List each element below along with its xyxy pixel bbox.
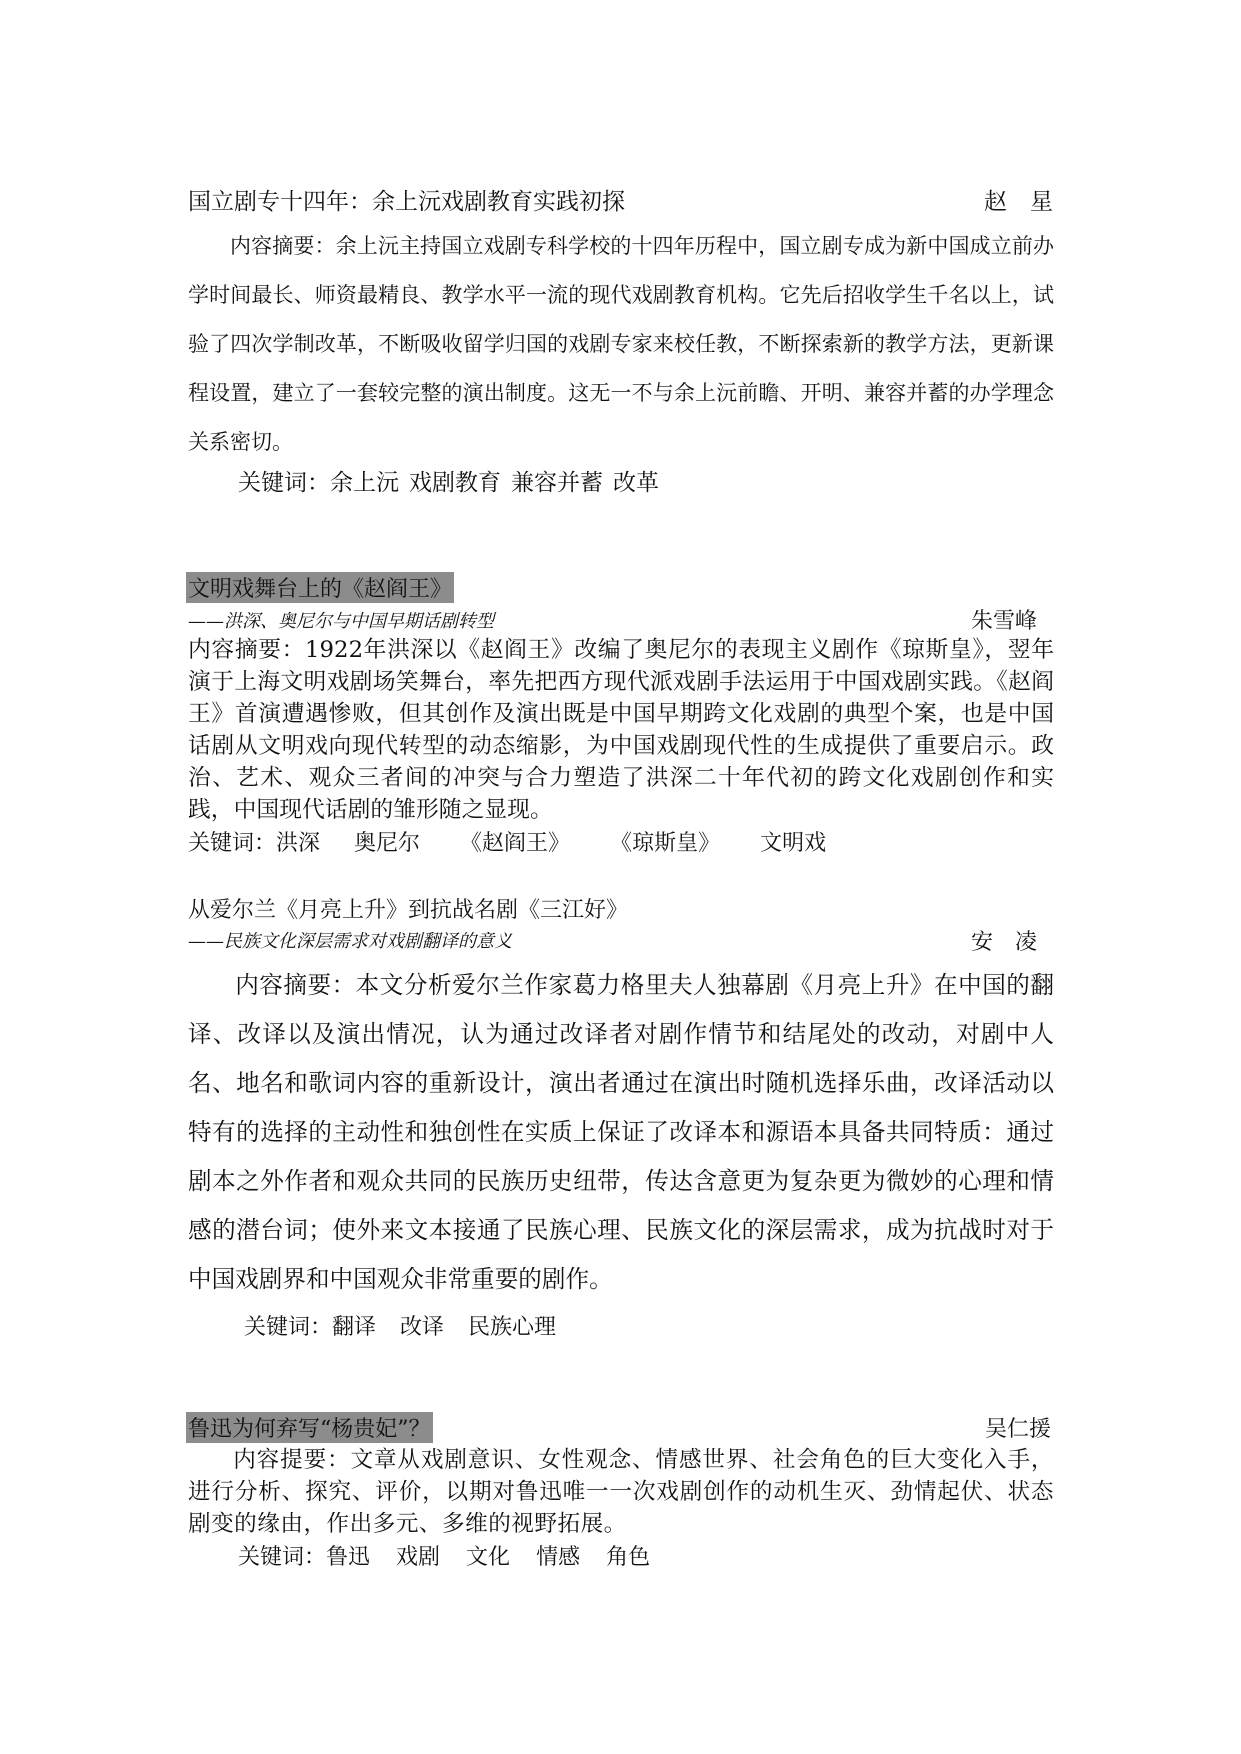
keywords-label: 关键词： [238,1545,327,1570]
keyword: 奥尼尔 [354,831,421,856]
keyword: 《琼斯皇》 [610,831,721,856]
article-2-author: 朱雪峰 [970,609,1037,634]
article-4-title: 鲁迅为何弃写“杨贵妃”？ [186,1412,433,1443]
keyword: 余上沅 [330,470,399,496]
keyword: 改革 [613,470,659,496]
keyword: 翻译 [332,1315,377,1340]
article-1-title: 国立剧专十四年：余上沅戏剧教育实践初探 [188,189,625,215]
article-3-author: 安 凌 [970,930,1037,955]
keyword: 角色 [606,1545,651,1570]
article-1-author: 赵 星 [984,189,1053,215]
article-3-subtitle: ——民族文化深层需求对戏剧翻译的意义 [188,931,512,952]
keyword: 鲁迅 [326,1545,371,1570]
article-1-keywords [238,464,659,497]
article-3-keywords [244,1310,556,1341]
keyword: 兼容并蓄 [511,470,603,496]
article-3-title: 从爱尔兰《月亮上升》到抗战名剧《三江好》 [188,898,629,923]
article-4-abstract: 内容提要：文章从戏剧意识、女性观念、情感世界、社会角色的巨大变化入手，进行分析、探究、评价，以期对鲁迅唯一一次戏剧创作的动机生灭、劲情起伏、状态剧变的缘由，作出多元、多维的视野拓展。 [188,1447,1054,1537]
article-4-author: 吴仁援 [984,1417,1051,1442]
keyword: 民族心理 [468,1315,557,1340]
article-2-keywords [188,826,826,857]
keyword: 文明戏 [760,831,827,856]
article-1-abstract: 内容摘要：余上沅主持国立戏剧专科学校的十四年历程中，国立剧专成为新中国成立前办学时间最长、师资最精良、教学水平一流的现代戏剧教育机构。它先后招收学生千名以上，试验了四次学制改革，不断吸收留学归国的戏剧专家来校任教，不断探索新的教学方法，更新课程设置，建立了一套较完整的演出制度。这无一不与余上沅前瞻、开明、兼容并蓄的办学理念关系密切。 [188,234,1054,454]
keyword: 改译 [400,1315,445,1340]
article-2-title: 文明戏舞台上的《赵阎王》 [186,572,454,603]
keyword: 《赵阎王》 [460,831,571,856]
keyword: 戏剧 [396,1545,441,1570]
article-2-abstract: 内容摘要：1922年洪深以《赵阎王》改编了奥尼尔的表现主义剧作《琼斯皇》，翌年演于上海文明戏剧场笑舞台，率先把西方现代派戏剧手法运用于中国戏剧实践。《赵阎王》首演遭遇惨败，但其创作及演出既是中国早期跨文化戏剧的典型个案，也是中国话剧从文明戏向现代转型的动态缩影，为中国戏剧现代性的生成提供了重要启示。政治、艺术、观众三者间的冲突与合力塑造了洪深二十年代初的跨文化戏剧创作和实践，中国现代话剧的雏形随之显现。 [188,637,1054,823]
keywords-label: 关键词： [238,470,330,496]
article-3-abstract: 内容摘要：本文分析爱尔兰作家葛力格里夫人独幕剧《月亮上升》在中国的翻译、改译以及演出情况，认为通过改译者对剧作情节和结尾处的改动，对剧中人名、地名和歌词内容的重新设计，演出者通过在演出时随机选择乐曲，改译活动以特有的选择的主动性和独创性在实质上保证了改译本和源语本具备共同特质：通过剧本之外作者和观众共同的民族历史纽带，传达含意更为复杂更为微妙的心理和情感的潜台词；使外来文本接通了民族心理、民族文化的深层需求，成为抗战时对于中国戏剧界和中国观众非常重要的剧作。 [188,971,1054,1293]
article-2-subtitle: ——洪深、奥尼尔与中国早期话剧转型 [188,611,494,632]
keyword: 文化 [466,1545,511,1570]
keyword: 情感 [536,1545,581,1570]
keyword: 洪深 [276,831,321,856]
keyword: 戏剧教育 [409,470,501,496]
keywords-label: 关键词： [244,1315,333,1340]
article-4-keywords [238,1540,650,1571]
keywords-label: 关键词： [188,831,277,856]
